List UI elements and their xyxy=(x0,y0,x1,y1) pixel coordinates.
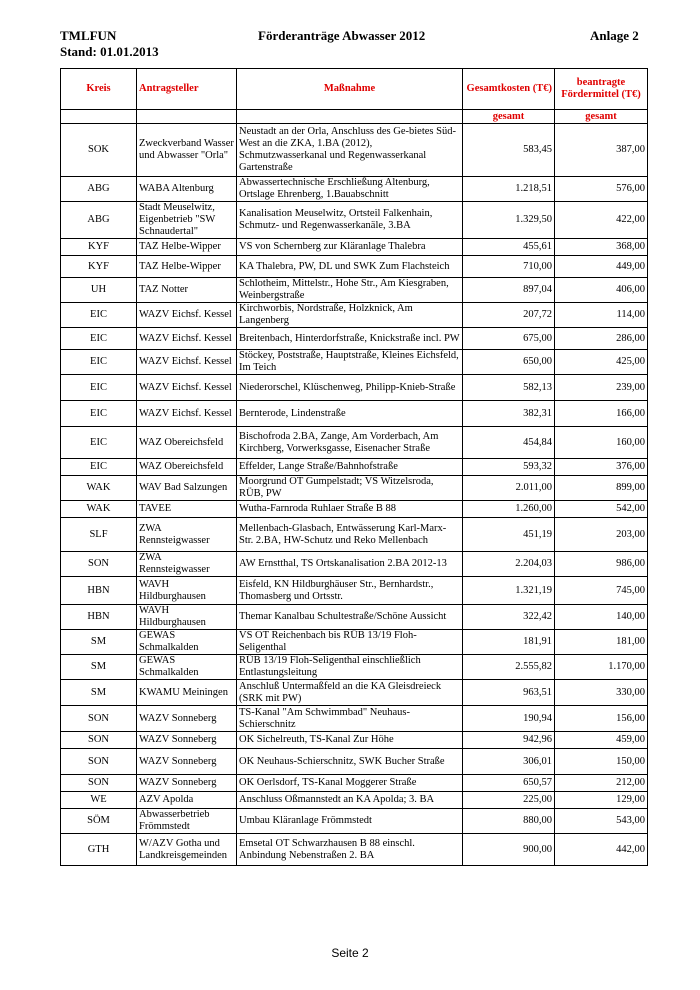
cell-massnahme: Eisfeld, KN Hildburghäuser Str., Bernhardstr., Thomasberg und Ortsstr. xyxy=(237,577,463,605)
cell-massnahme: TS-Kanal "Am Schwimmbad" Neuhaus-Schierschnitz xyxy=(237,706,463,732)
cell-antragsteller: WAZV Sonneberg xyxy=(137,775,237,792)
cell-foerdermittel: 239,00 xyxy=(555,375,648,401)
cell-gesamtkosten: 963,51 xyxy=(463,680,555,706)
cell-massnahme: Niederorschel, Klüschenweg, Philipp-Knieb-Straße xyxy=(237,375,463,401)
table-row xyxy=(61,239,648,256)
cell-foerdermittel: 745,00 xyxy=(555,577,648,605)
cell-kreis: UH xyxy=(61,278,137,303)
cell-massnahme: Bernterode, Lindenstraße xyxy=(237,401,463,427)
cell-kreis: HBN xyxy=(61,577,137,605)
cell-massnahme: Wutha-Farnroda Ruhlaer Straße B 88 xyxy=(237,501,463,518)
cell-kreis: SON xyxy=(61,775,137,792)
cell-foerdermittel: 166,00 xyxy=(555,401,648,427)
cell-foerdermittel: 986,00 xyxy=(555,552,648,577)
cell-kreis: SON xyxy=(61,749,137,775)
cell-kreis: EIC xyxy=(61,328,137,350)
cell-foerdermittel: 150,00 xyxy=(555,749,648,775)
col-gesamtkosten: Gesamtkosten (T€) xyxy=(463,69,555,110)
table-row xyxy=(61,427,648,459)
table-row xyxy=(61,775,648,792)
cell-kreis: SON xyxy=(61,732,137,749)
cell-kreis: EIC xyxy=(61,459,137,476)
cell-gesamtkosten: 900,00 xyxy=(463,834,555,866)
cell-antragsteller: GEWAS Schmalkalden xyxy=(137,630,237,655)
cell-massnahme: Kirchworbis, Nordstraße, Holzknick, Am Langenberg xyxy=(237,303,463,328)
cell-kreis: WE xyxy=(61,792,137,809)
cell-foerdermittel: 330,00 xyxy=(555,680,648,706)
table-row xyxy=(61,278,648,303)
table-row xyxy=(61,256,648,278)
cell-gesamtkosten: 2.011,00 xyxy=(463,476,555,501)
table-row xyxy=(61,202,648,239)
table-row xyxy=(61,834,648,866)
cell-antragsteller: WABA Altenburg xyxy=(137,177,237,202)
table-row xyxy=(61,350,648,375)
table-row xyxy=(61,680,648,706)
cell-antragsteller: WAZ Obereichsfeld xyxy=(137,459,237,476)
cell-antragsteller: WAZV Eichsf. Kessel xyxy=(137,350,237,375)
cell-antragsteller: Zweckverband Wasser und Abwasser "Orla" xyxy=(137,124,237,177)
cell-massnahme: Schlotheim, Mittelstr., Hohe Str., Am Kiesgraben, Weinbergstraße xyxy=(237,278,463,303)
cell-foerdermittel: 376,00 xyxy=(555,459,648,476)
cell-antragsteller: AZV Apolda xyxy=(137,792,237,809)
cell-foerdermittel: 140,00 xyxy=(555,605,648,630)
cell-foerdermittel: 114,00 xyxy=(555,303,648,328)
cell-foerdermittel: 181,00 xyxy=(555,630,648,655)
cell-antragsteller: TAZ Notter xyxy=(137,278,237,303)
col-antragsteller: Antragsteller xyxy=(137,69,237,110)
cell-foerdermittel: 160,00 xyxy=(555,427,648,459)
cell-gesamtkosten: 897,04 xyxy=(463,278,555,303)
table-row xyxy=(61,809,648,834)
cell-kreis: EIC xyxy=(61,350,137,375)
table-row xyxy=(61,375,648,401)
funding-table xyxy=(60,68,648,866)
cell-foerdermittel: 1.170,00 xyxy=(555,655,648,680)
cell-antragsteller: WAZV Sonneberg xyxy=(137,749,237,775)
cell-massnahme: AW Ernstthal, TS Ortskanalisation 2.BA 2012-13 xyxy=(237,552,463,577)
cell-gesamtkosten: 1.260,00 xyxy=(463,501,555,518)
cell-massnahme: VS OT Reichenbach bis RÜB 13/19 Floh-Seligenthal xyxy=(237,630,463,655)
table-row xyxy=(61,577,648,605)
cell-antragsteller: TAZ Helbe-Wipper xyxy=(137,256,237,278)
cell-gesamtkosten: 650,57 xyxy=(463,775,555,792)
cell-foerdermittel: 449,00 xyxy=(555,256,648,278)
cell-kreis: SOK xyxy=(61,124,137,177)
cell-antragsteller: WAZV Eichsf. Kessel xyxy=(137,401,237,427)
cell-kreis: SÖM xyxy=(61,809,137,834)
cell-kreis: KYF xyxy=(61,239,137,256)
cell-massnahme: OK Sichelreuth, TS-Kanal Zur Höhe xyxy=(237,732,463,749)
cell-kreis: SON xyxy=(61,552,137,577)
cell-massnahme: OK Oerlsdorf, TS-Kanal Moggerer Straße xyxy=(237,775,463,792)
table-row xyxy=(61,792,648,809)
stand-date: Stand: 01.01.2013 xyxy=(60,44,159,59)
table-row xyxy=(61,732,648,749)
cell-gesamtkosten: 1.218,51 xyxy=(463,177,555,202)
cell-gesamtkosten: 322,42 xyxy=(463,605,555,630)
cell-kreis: SON xyxy=(61,706,137,732)
cell-gesamtkosten: 583,45 xyxy=(463,124,555,177)
cell-foerdermittel: 422,00 xyxy=(555,202,648,239)
table-row xyxy=(61,328,648,350)
cell-antragsteller: WAZV Eichsf. Kessel xyxy=(137,303,237,328)
cell-massnahme: Anschluss Oßmannstedt an KA Apolda; 3. BA xyxy=(237,792,463,809)
cell-antragsteller: WAV Bad Salzungen xyxy=(137,476,237,501)
table-row xyxy=(61,459,648,476)
cell-kreis: EIC xyxy=(61,427,137,459)
cell-gesamtkosten: 455,61 xyxy=(463,239,555,256)
table-row xyxy=(61,552,648,577)
cell-antragsteller: Abwasserbetrieb Frömmstedt xyxy=(137,809,237,834)
cell-massnahme: Anschluß Untermaßfeld an die KA Gleisdreieck (SRK mit PW) xyxy=(237,680,463,706)
cell-foerdermittel: 576,00 xyxy=(555,177,648,202)
cell-kreis: KYF xyxy=(61,256,137,278)
cell-kreis: EIC xyxy=(61,401,137,427)
cell-antragsteller: WAVH Hildburghausen xyxy=(137,605,237,630)
table-row xyxy=(61,501,648,518)
cell-antragsteller: KWAMU Meiningen xyxy=(137,680,237,706)
cell-gesamtkosten: 942,96 xyxy=(463,732,555,749)
cell-massnahme: Moorgrund OT Gumpelstadt; VS Witzelsroda, RÜB, PW xyxy=(237,476,463,501)
cell-kreis: SM xyxy=(61,630,137,655)
sub-gesamt-foerder: gesamt xyxy=(555,110,648,124)
cell-gesamtkosten: 306,01 xyxy=(463,749,555,775)
cell-gesamtkosten: 454,84 xyxy=(463,427,555,459)
cell-foerdermittel: 212,00 xyxy=(555,775,648,792)
cell-foerdermittel: 203,00 xyxy=(555,518,648,552)
table-row xyxy=(61,605,648,630)
cell-antragsteller: ZWA Rennsteigwasser xyxy=(137,552,237,577)
cell-massnahme: Neustadt an der Orla, Anschluss des Ge-bietes Süd-West an die ZKA, 1.BA (2012), Schmutzwasserkanal und Regenwasserkanal Gartenstraße xyxy=(237,124,463,177)
cell-gesamtkosten: 710,00 xyxy=(463,256,555,278)
cell-gesamtkosten: 1.329,50 xyxy=(463,202,555,239)
col-kreis: Kreis xyxy=(61,69,137,110)
sub-gesamt-kosten: gesamt xyxy=(463,110,555,124)
cell-kreis: EIC xyxy=(61,303,137,328)
cell-kreis: ABG xyxy=(61,202,137,239)
cell-antragsteller: WAVH Hildburghausen xyxy=(137,577,237,605)
table-row xyxy=(61,655,648,680)
cell-foerdermittel: 156,00 xyxy=(555,706,648,732)
cell-foerdermittel: 129,00 xyxy=(555,792,648,809)
cell-massnahme: Emsetal OT Schwarzhausen B 88 einschl. Anbindung Nebenstraßen 2. BA xyxy=(237,834,463,866)
cell-antragsteller: GEWAS Schmalkalden xyxy=(137,655,237,680)
cell-massnahme: Breitenbach, Hinterdorfstraße, Knickstraße incl. PW xyxy=(237,328,463,350)
table-row xyxy=(61,749,648,775)
table-row xyxy=(61,630,648,655)
cell-kreis: ABG xyxy=(61,177,137,202)
cell-massnahme: Mellenbach-Glasbach, Entwässerung Karl-Marx-Str. 2.BA, HW-Schutz und Reko Mellenbach xyxy=(237,518,463,552)
table-row xyxy=(61,124,648,177)
cell-massnahme: Stöckey, Poststraße, Hauptstraße, Kleines Eichsfeld, Im Teich xyxy=(237,350,463,375)
cell-foerdermittel: 899,00 xyxy=(555,476,648,501)
cell-massnahme: Themar Kanalbau Schultestraße/Schöne Aussicht xyxy=(237,605,463,630)
cell-massnahme: Kanalisation Meuselwitz, Ortsteil Falkenhain, Schmutz- und Regenwasserkanäle, 3.BA xyxy=(237,202,463,239)
cell-gesamtkosten: 190,94 xyxy=(463,706,555,732)
cell-antragsteller: W/AZV Gotha und Landkreisgemeinden xyxy=(137,834,237,866)
cell-gesamtkosten: 181,91 xyxy=(463,630,555,655)
cell-gesamtkosten: 207,72 xyxy=(463,303,555,328)
cell-gesamtkosten: 582,13 xyxy=(463,375,555,401)
anlage-label: Anlage 2 xyxy=(590,28,639,43)
cell-gesamtkosten: 225,00 xyxy=(463,792,555,809)
cell-foerdermittel: 368,00 xyxy=(555,239,648,256)
table-row xyxy=(61,401,648,427)
org-label: TMLFUN xyxy=(60,28,117,43)
cell-massnahme: Bischofroda 2.BA, Zange, Am Vorderbach, Am Kirchberg, Vorwerksgasse, Eisenacher Straße xyxy=(237,427,463,459)
cell-massnahme: Abwassertechnische Erschließung Altenburg, Ortslage Ehrenberg, 1.Bauabschnitt xyxy=(237,177,463,202)
cell-kreis: SLF xyxy=(61,518,137,552)
cell-gesamtkosten: 2.204,03 xyxy=(463,552,555,577)
cell-foerdermittel: 459,00 xyxy=(555,732,648,749)
cell-foerdermittel: 542,00 xyxy=(555,501,648,518)
cell-kreis: HBN xyxy=(61,605,137,630)
page-title: Förderanträge Abwasser 2012 xyxy=(258,28,426,43)
cell-antragsteller: WAZ Obereichsfeld xyxy=(137,427,237,459)
cell-antragsteller: WAZV Eichsf. Kessel xyxy=(137,328,237,350)
cell-massnahme: OK Neuhaus-Schierschnitz, SWK Bucher Straße xyxy=(237,749,463,775)
cell-gesamtkosten: 650,00 xyxy=(463,350,555,375)
cell-massnahme: RÜB 13/19 Floh-Seligenthal einschließlich Entlastungsleitung xyxy=(237,655,463,680)
cell-gesamtkosten: 675,00 xyxy=(463,328,555,350)
table-row xyxy=(61,476,648,501)
table-row xyxy=(61,177,648,202)
cell-massnahme: Effelder, Lange Straße/Bahnhofstraße xyxy=(237,459,463,476)
cell-gesamtkosten: 451,19 xyxy=(463,518,555,552)
cell-antragsteller: TAZ Helbe-Wipper xyxy=(137,239,237,256)
col-foerdermittel: beantragte Fördermittel (T€) xyxy=(555,69,648,110)
cell-gesamtkosten: 880,00 xyxy=(463,809,555,834)
cell-gesamtkosten: 1.321,19 xyxy=(463,577,555,605)
cell-massnahme: Umbau Kläranlage Frömmstedt xyxy=(237,809,463,834)
cell-antragsteller: TAVEE xyxy=(137,501,237,518)
cell-antragsteller: Stadt Meuselwitz, Eigenbetrieb "SW Schnaudertal" xyxy=(137,202,237,239)
cell-foerdermittel: 442,00 xyxy=(555,834,648,866)
table-row xyxy=(61,706,648,732)
cell-kreis: WAK xyxy=(61,501,137,518)
cell-kreis: WAK xyxy=(61,476,137,501)
cell-massnahme: VS von Schernberg zur Kläranlage Thalebra xyxy=(237,239,463,256)
cell-foerdermittel: 286,00 xyxy=(555,328,648,350)
table-row xyxy=(61,518,648,552)
cell-antragsteller: ZWA Rennsteigwasser xyxy=(137,518,237,552)
cell-kreis: SM xyxy=(61,680,137,706)
table-row xyxy=(61,303,648,328)
cell-kreis: GTH xyxy=(61,834,137,866)
cell-foerdermittel: 425,00 xyxy=(555,350,648,375)
cell-foerdermittel: 387,00 xyxy=(555,124,648,177)
cell-gesamtkosten: 593,32 xyxy=(463,459,555,476)
cell-foerdermittel: 406,00 xyxy=(555,278,648,303)
cell-antragsteller: WAZV Sonneberg xyxy=(137,732,237,749)
col-massnahme: Maßnahme xyxy=(237,69,463,110)
cell-foerdermittel: 543,00 xyxy=(555,809,648,834)
cell-antragsteller: WAZV Eichsf. Kessel xyxy=(137,375,237,401)
cell-kreis: SM xyxy=(61,655,137,680)
cell-massnahme: KA Thalebra, PW, DL und SWK Zum Flachsteich xyxy=(237,256,463,278)
cell-gesamtkosten: 2.555,82 xyxy=(463,655,555,680)
cell-kreis: EIC xyxy=(61,375,137,401)
page-number: Seite 2 xyxy=(331,946,369,960)
cell-antragsteller: WAZV Sonneberg xyxy=(137,706,237,732)
cell-gesamtkosten: 382,31 xyxy=(463,401,555,427)
